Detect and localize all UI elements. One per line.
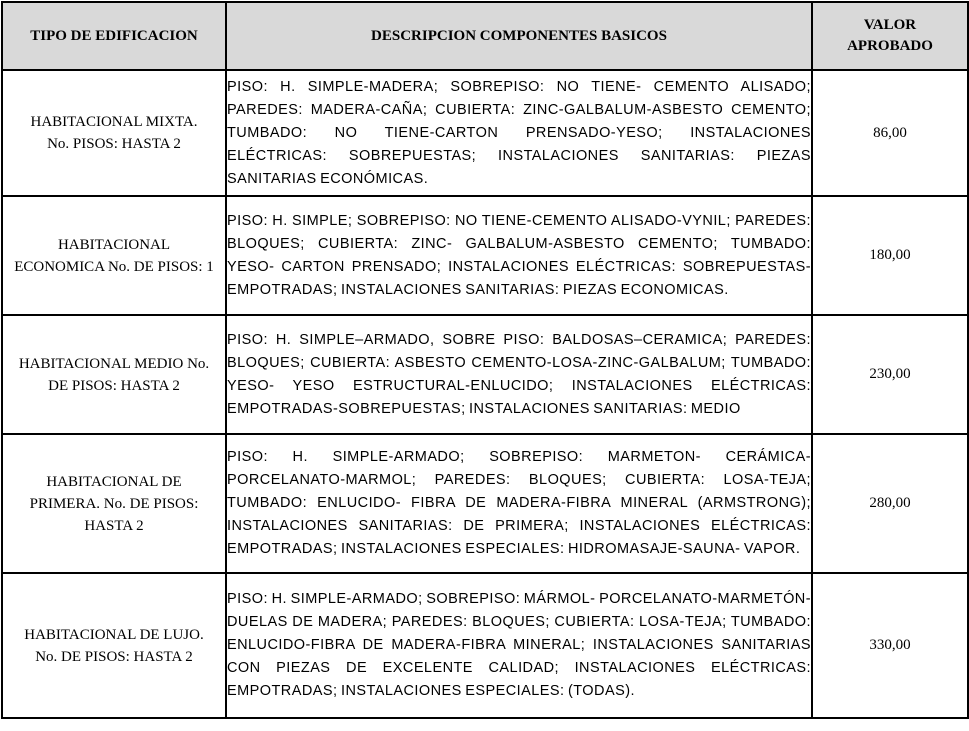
building-values-table	[1, 1, 969, 719]
header-row	[2, 2, 968, 70]
tipo-cell: HABITACIONAL DE PRIMERA. No. DE PISOS: HASTA 2	[2, 434, 226, 573]
descripcion-cell: PISO: H. SIMPLE-ARMADO; SOBREPISO: MARMETON- CERÁMICA-PORCELANATO-MARMOL; PAREDES: BLOQUES; CUBIERTA: LOSA-TEJA; TUMBADO: ENLUCIDO- FIBRA DE MADERA-FIBRA MINERAL (ARMSTRONG); INSTALACIONES SANITARIAS: DE PRIMERA; INSTALACIONES ELÉCTRICAS: EMPOTRADAS; INSTALACIONES ESPECIALES: HIDROMASAJE-SAUNA- VAPOR.	[226, 434, 812, 573]
tipo-cell: HABITACIONAL DE LUJO. No. DE PISOS: HASTA 2	[2, 573, 226, 718]
table-row	[2, 315, 968, 434]
tipo-cell: HABITACIONAL MIXTA. No. PISOS: HASTA 2	[2, 70, 226, 196]
tipo-cell: HABITACIONAL MEDIO No. DE PISOS: HASTA 2	[2, 315, 226, 434]
table-row	[2, 196, 968, 315]
table-row	[2, 70, 968, 196]
valor-cell: 180,00	[812, 196, 968, 315]
valor-cell: 86,00	[812, 70, 968, 196]
header-descripcion: DESCRIPCION COMPONENTES BASICOS	[226, 2, 812, 70]
valor-cell: 330,00	[812, 573, 968, 718]
header-tipo: TIPO DE EDIFICACION	[2, 2, 226, 70]
descripcion-cell: PISO: H. SIMPLE–ARMADO, SOBRE PISO: BALDOSAS–CERAMICA; PAREDES: BLOQUES; CUBIERTA: ASBESTO CEMENTO-LOSA-ZINC-GALBALUM; TUMBADO: YESO- YESO ESTRUCTURAL-ENLUCIDO; INSTALACIONES ELÉCTRICAS: EMPOTRADAS-SOBREPUESTAS; INSTALACIONES SANITARIAS: MEDIO	[226, 315, 812, 434]
tipo-cell: HABITACIONAL ECONOMICA No. DE PISOS: 1	[2, 196, 226, 315]
header-valor	[812, 2, 968, 70]
descripcion-cell: PISO: H. SIMPLE; SOBREPISO: NO TIENE-CEMENTO ALISADO-VYNIL; PAREDES: BLOQUES; CUBIERTA: ZINC- GALBALUM-ASBESTO CEMENTO; TUMBADO: YESO- CARTON PRENSADO; INSTALACIONES ELÉCTRICAS: SOBREPUESTAS-EMPOTRADAS; INSTALACIONES SANITARIAS: PIEZAS ECONOMICAS.	[226, 196, 812, 315]
descripcion-cell: PISO: H. SIMPLE-MADERA; SOBREPISO: NO TIENE- CEMENTO ALISADO; PAREDES: MADERA-CAÑA; CUBIERTA: ZINC-GALBALUM-ASBESTO CEMENTO; TUMBADO: NO TIENE-CARTON PRENSADO-YESO; INSTALACIONES ELÉCTRICAS: SOBREPUESTAS; INSTALACIONES SANITARIAS: PIEZAS SANITARIAS ECONÓMICAS.	[226, 70, 812, 196]
descripcion-cell: PISO: H. SIMPLE-ARMADO; SOBREPISO: MÁRMOL- PORCELANATO-MARMETÓN-DUELAS DE MADERA; PAREDES: BLOQUES; CUBIERTA: LOSA-TEJA; TUMBADO: ENLUCIDO-FIBRA DE MADERA-FIBRA MINERAL; INSTALACIONES SANITARIAS CON PIEZAS DE EXCELENTE CALIDAD; INSTALACIONES ELÉCTRICAS: EMPOTRADAS; INSTALACIONES ESPECIALES: (TODAS).	[226, 573, 812, 718]
valor-cell: 230,00	[812, 315, 968, 434]
header-valor-label: VALOR APROBADO	[847, 17, 933, 54]
valor-cell: 280,00	[812, 434, 968, 573]
table-row	[2, 573, 968, 718]
table-row	[2, 434, 968, 573]
